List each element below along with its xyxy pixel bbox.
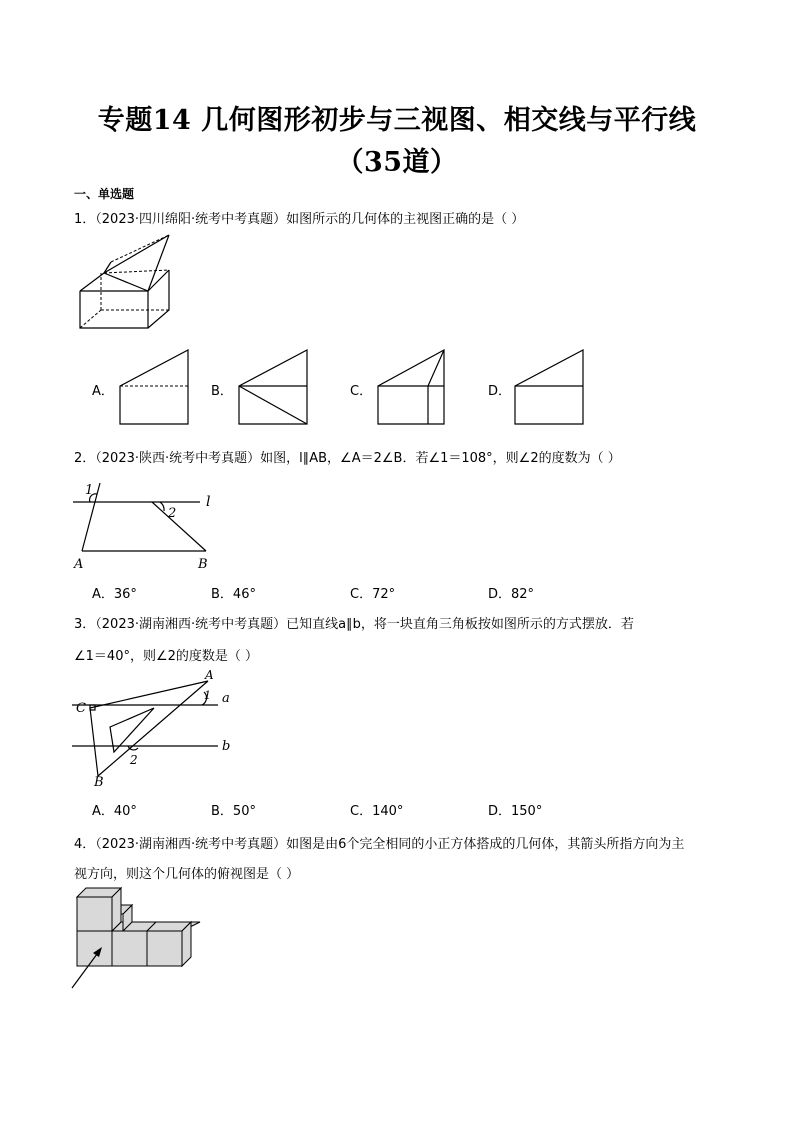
- question-1-solid-figure: [76, 232, 176, 332]
- q3-label-C: C: [76, 701, 86, 716]
- question-1-text: （2023·四川绵阳·统考中考真题）如图所示的几何体的主视图正确的是（ ）: [95, 212, 525, 227]
- q2-label-2: 2: [168, 506, 177, 521]
- question-4-number: 4．: [74, 837, 96, 852]
- question-2-text: （2023·陕西·统考中考真题）如图，l∥AB，∠A＝2∠B．若∠1＝108°，则∠2的度数为（ ）: [95, 451, 621, 466]
- q3-label-b: b: [222, 739, 231, 754]
- q2-option-d[interactable]: D．82°: [488, 587, 535, 602]
- q3-label-A: A: [205, 668, 214, 682]
- q1-option-c-figure[interactable]: [376, 348, 448, 426]
- question-3-text-1: （2023·湖南湘西·统考中考真题）已知直线a∥b，将一块直角三角板按如图所示的方式摆放．若: [95, 617, 634, 632]
- question-4-line-1: [74, 833, 684, 852]
- question-2-number: 2．: [74, 451, 96, 466]
- question-3-text-2: ∠1＝40°，则∠2的度数是（ ）: [74, 649, 259, 664]
- q3-option-b[interactable]: B．50°: [211, 804, 256, 819]
- q1-option-a-label[interactable]: A．: [92, 384, 114, 399]
- q2-option-c[interactable]: C．72°: [350, 587, 396, 602]
- q2-label-l: l: [206, 494, 211, 510]
- q1-option-d-figure[interactable]: [513, 348, 585, 426]
- question-2-figure: [70, 478, 230, 573]
- q1-option-b-label[interactable]: B．: [211, 384, 233, 399]
- q2-label-A: A: [74, 557, 84, 572]
- q1-option-c-label[interactable]: C．: [350, 384, 373, 399]
- q1-option-b-figure[interactable]: [237, 348, 309, 426]
- question-4-text-1: （2023·湖南湘西·统考中考真题）如图是由6个完全相同的小正方体搭成的几何体，其箭头所指方向为主: [95, 837, 685, 852]
- q3-label-a: a: [222, 691, 230, 706]
- q1-option-a-figure[interactable]: [118, 348, 190, 426]
- page-subtitle: （35道）: [336, 147, 458, 178]
- q3-option-c[interactable]: C．140°: [350, 804, 404, 819]
- q1-option-d-label[interactable]: D．: [488, 384, 512, 399]
- question-1: [74, 208, 524, 227]
- q3-label-B: B: [94, 775, 104, 790]
- question-3-figure: [70, 668, 240, 790]
- section-label: 一、单选题: [74, 187, 135, 201]
- q3-option-a[interactable]: A．40°: [92, 804, 137, 819]
- page-title: 专题14 几何图形初步与三视图、相交线与平行线: [97, 105, 697, 136]
- q3-label-1: 1: [204, 689, 211, 702]
- q2-option-a[interactable]: A．36°: [92, 587, 137, 602]
- question-4-cubes-figure: [68, 884, 208, 994]
- q2-label-1: 1: [85, 483, 94, 498]
- question-4-text-2: 视方向，则这个几何体的俯视图是（ ）: [74, 867, 300, 882]
- q2-option-b[interactable]: B．46°: [211, 587, 256, 602]
- q2-label-B: B: [198, 557, 208, 572]
- question-3-line-1: [74, 613, 634, 632]
- q3-label-2: 2: [130, 753, 138, 767]
- question-2: [74, 447, 621, 466]
- q3-option-d[interactable]: D．150°: [488, 804, 543, 819]
- question-3-number: 3．: [74, 617, 96, 632]
- question-1-number: 1．: [74, 212, 96, 227]
